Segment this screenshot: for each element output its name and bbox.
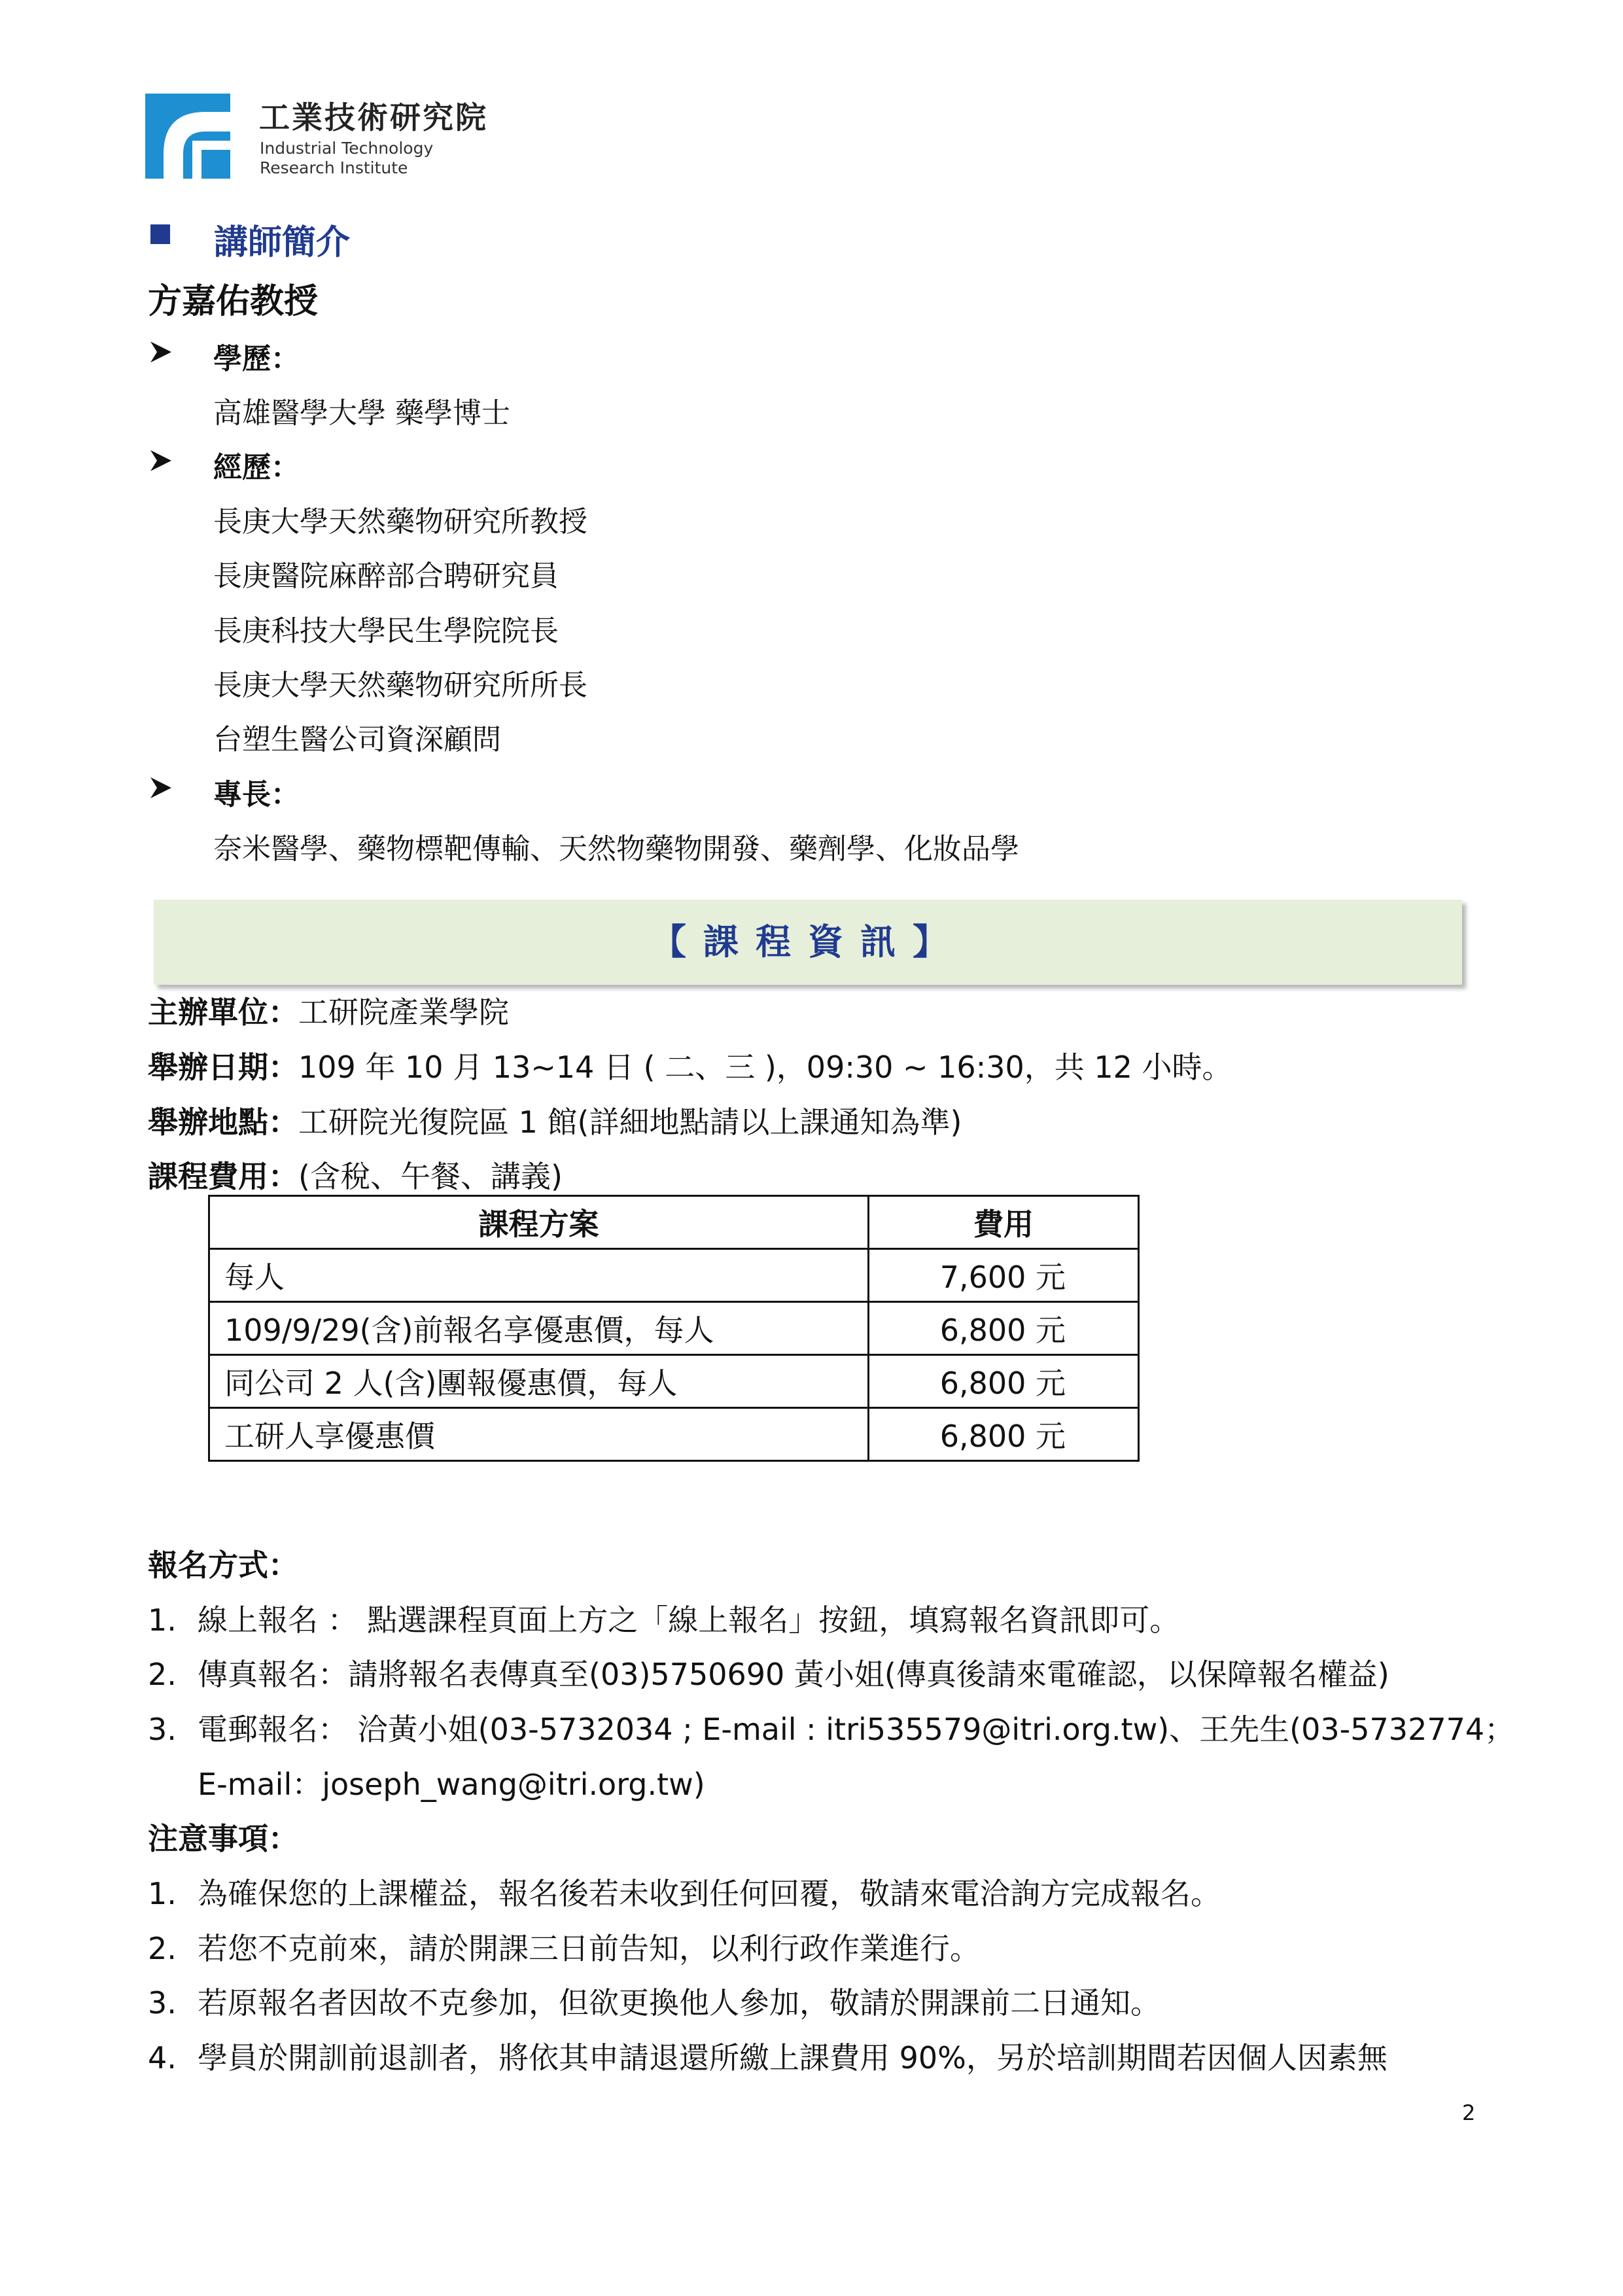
venue-row	[148, 1099, 962, 1142]
notes-heading-text: 注意事項：	[148, 1821, 298, 1856]
course-info-banner	[154, 900, 1462, 985]
notes-heading	[148, 1815, 298, 1858]
list-text: 傳真報名：請將報名表傳真至(03)5750690 黃小姐(傳真後請來電確認，以保障報名權益)	[198, 1657, 1389, 1692]
list-text: 為確保您的上課權益，報名後若未收到任何回覆，敬請來電洽詢方完成報名。	[198, 1876, 1221, 1911]
education-item: 高雄醫學大學 藥學博士	[213, 397, 510, 430]
org-name-en-line1: Industrial Technology	[260, 139, 434, 158]
date-row	[148, 1044, 1232, 1087]
date-value: 109 年 10 月 13~14 日 ( 二、三 )，09:30 ~ 16:30，共 12 小時。	[298, 1050, 1232, 1085]
list-number: 1.	[148, 1602, 177, 1638]
fee-cell: 7,600 元	[869, 1249, 1139, 1302]
fee-cell: 6,800 元	[869, 1302, 1139, 1355]
plan-cell: 同公司 2 人(含)團報優惠價，每人	[209, 1355, 869, 1408]
experience-item: 長庚大學天然藥物研究所教授	[213, 505, 587, 539]
list-text: 若您不克前來，請於開課三日前告知，以利行政作業進行。	[198, 1931, 980, 1966]
registration-heading-text: 報名方式：	[148, 1547, 298, 1583]
plan-cell: 工研人享優惠價	[209, 1408, 869, 1461]
list-number: 4.	[148, 2040, 177, 2075]
column-header-plan: 課程方案	[209, 1196, 869, 1249]
itri-logo-icon	[145, 94, 230, 179]
fee-cell: 6,800 元	[869, 1408, 1139, 1461]
table-row	[209, 1355, 1139, 1408]
list-number: 2.	[148, 1657, 177, 1692]
date-label: 舉辦日期：	[148, 1050, 298, 1085]
expertise-heading: 專長：	[213, 778, 300, 811]
education-heading: 學歷：	[213, 342, 300, 376]
list-item	[148, 2034, 1387, 2077]
list-item	[148, 1925, 980, 1968]
list-number: 1.	[148, 1876, 177, 1911]
table-row	[209, 1408, 1139, 1461]
arrowhead-bullet-icon	[149, 776, 173, 800]
list-item	[148, 1979, 1161, 2022]
list-text: 學員於開訓前退訓者，將依其申請退還所繳上課費用 90%，另於培訓期間若因個人因素無	[198, 2040, 1387, 2075]
list-text: 若原報名者因故不克參加，但欲更換他人參加，敬請於開課前二日通知。	[198, 1985, 1161, 2021]
experience-item: 台塑生醫公司資深顧問	[213, 723, 501, 756]
list-item	[148, 1651, 1389, 1694]
organizer-row	[148, 989, 509, 1032]
fee-row	[148, 1153, 563, 1196]
venue-label: 舉辦地點：	[148, 1104, 298, 1140]
org-name-en-line2: Research Institute	[260, 158, 408, 177]
registration-heading	[148, 1542, 298, 1585]
fee-label: 課程費用：	[148, 1159, 298, 1194]
list-number: 2.	[148, 1931, 177, 1966]
table-row	[209, 1302, 1139, 1355]
plan-cell: 每人	[209, 1249, 869, 1302]
list-item-continuation: E-mail：joseph_wang@itri.org.tw)	[198, 1767, 705, 1802]
experience-heading: 經歷：	[213, 451, 300, 484]
experience-item: 長庚醫院麻醉部合聘研究員	[213, 559, 559, 593]
list-item	[148, 1597, 1179, 1640]
section-bullet-square-icon	[150, 224, 170, 244]
instructor-name: 方嘉佑教授	[148, 282, 319, 321]
column-header-fee: 費用	[869, 1196, 1139, 1249]
list-item	[148, 1870, 1221, 1913]
table-header-row	[209, 1196, 1139, 1249]
page-number: 2	[1462, 2100, 1476, 2125]
table-row	[209, 1249, 1139, 1302]
experience-item: 長庚大學天然藥物研究所所長	[213, 669, 587, 702]
list-text: 線上報名 ： 點選課程頁面上方之「線上報名」按鈕，填寫報名資訊即可。	[198, 1602, 1180, 1638]
fee-cell: 6,800 元	[869, 1355, 1139, 1408]
arrowhead-bullet-icon	[149, 340, 173, 364]
expertise-item: 奈米醫學、藥物標靶傳輸、天然物藥物開發、藥劑學、化妝品學	[213, 832, 1019, 866]
arrowhead-bullet-icon	[149, 449, 173, 472]
experience-item: 長庚科技大學民生學院院長	[213, 614, 559, 648]
list-text: 電郵報名： 洽黃小姐(03-5732034 ; E-mail : itri535579@itri.org.tw)、王先生(03-5732774；	[198, 1712, 1515, 1747]
list-item	[148, 1706, 1514, 1749]
list-number: 3.	[148, 1712, 177, 1747]
fee-table	[208, 1195, 1140, 1462]
course-info-banner-title: 【課程資訊】	[651, 921, 965, 963]
venue-value: 工研院光復院區 1 館(詳細地點請以上課通知為準)	[298, 1104, 962, 1140]
organizer-label: 主辦單位：	[148, 995, 298, 1030]
org-name-zh: 工業技術研究院	[259, 100, 488, 136]
section-title: 講師簡介	[214, 223, 351, 262]
list-number: 3.	[148, 1985, 177, 2021]
fee-note: (含稅、午餐、講義)	[298, 1159, 563, 1194]
organizer-value: 工研院產業學院	[298, 995, 509, 1030]
plan-cell: 109/9/29(含)前報名享優惠價，每人	[209, 1302, 869, 1355]
